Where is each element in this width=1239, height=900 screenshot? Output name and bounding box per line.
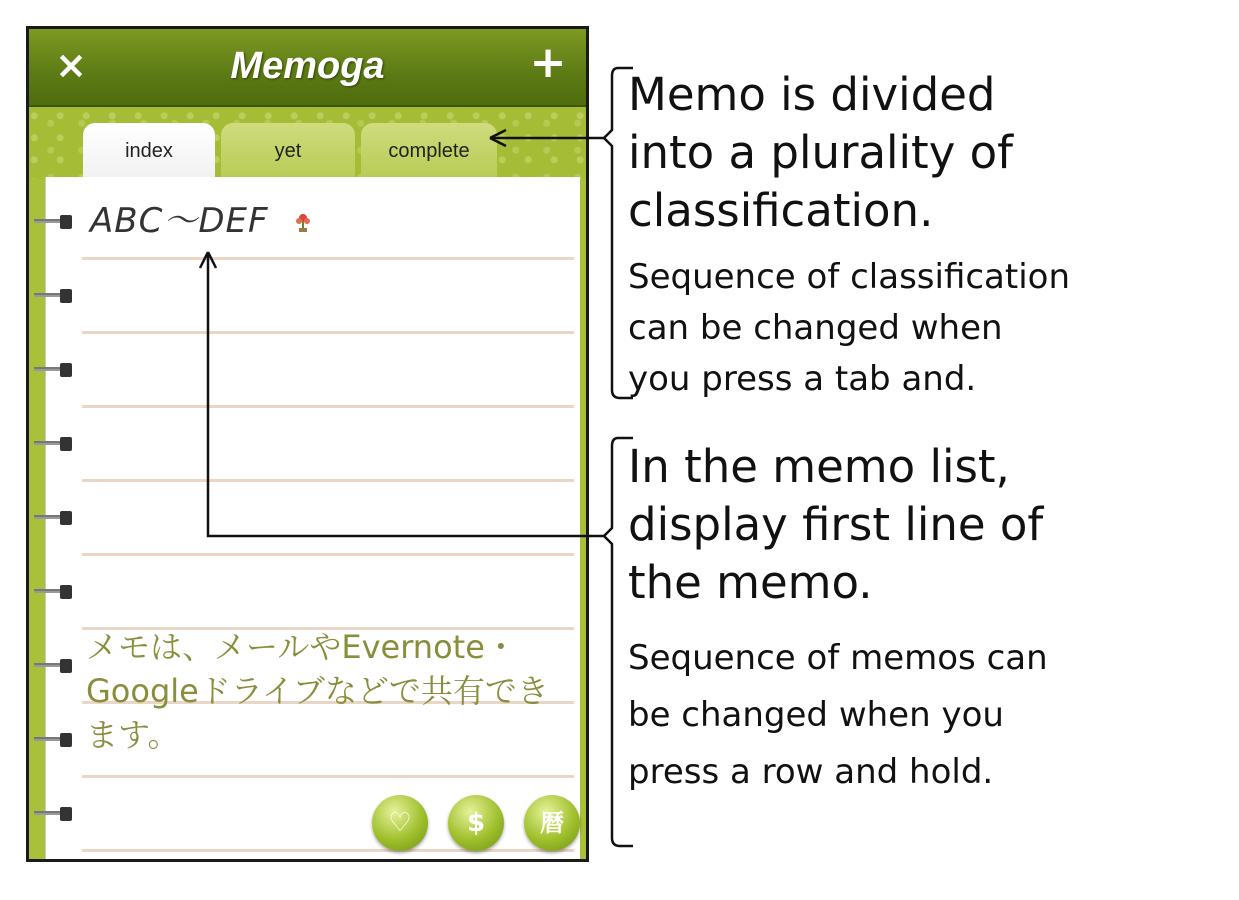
annotation-tabs-body: Sequence of classification can be changed when you press a tab and. bbox=[628, 257, 1071, 399]
annotation-list-body: Sequence of memos can be changed when you press a row and hold. bbox=[628, 638, 1048, 792]
share-note: メモは、メールやEvernote・Googleドライブなどで共有できます。 bbox=[86, 628, 549, 754]
tab-index[interactable]: index bbox=[83, 123, 215, 179]
tab-yet[interactable]: yet bbox=[221, 123, 355, 179]
app-title: Memoga bbox=[230, 45, 385, 87]
memo-row-first-line[interactable]: ABC〜DEF bbox=[90, 201, 269, 241]
annotation-tabs-heading: Memo is divided into a plurality of classification. bbox=[628, 68, 1014, 237]
add-memo-button[interactable]: + bbox=[529, 37, 567, 88]
annotation-list-heading: In the memo list, display first line of the memo. bbox=[628, 440, 1044, 609]
calendar-button[interactable]: 暦 bbox=[524, 795, 580, 851]
tab-complete[interactable]: complete bbox=[361, 123, 497, 179]
purchase-button[interactable]: $ bbox=[448, 795, 504, 851]
close-button[interactable]: × bbox=[55, 43, 87, 87]
favorite-button[interactable]: ♡ bbox=[372, 795, 428, 851]
